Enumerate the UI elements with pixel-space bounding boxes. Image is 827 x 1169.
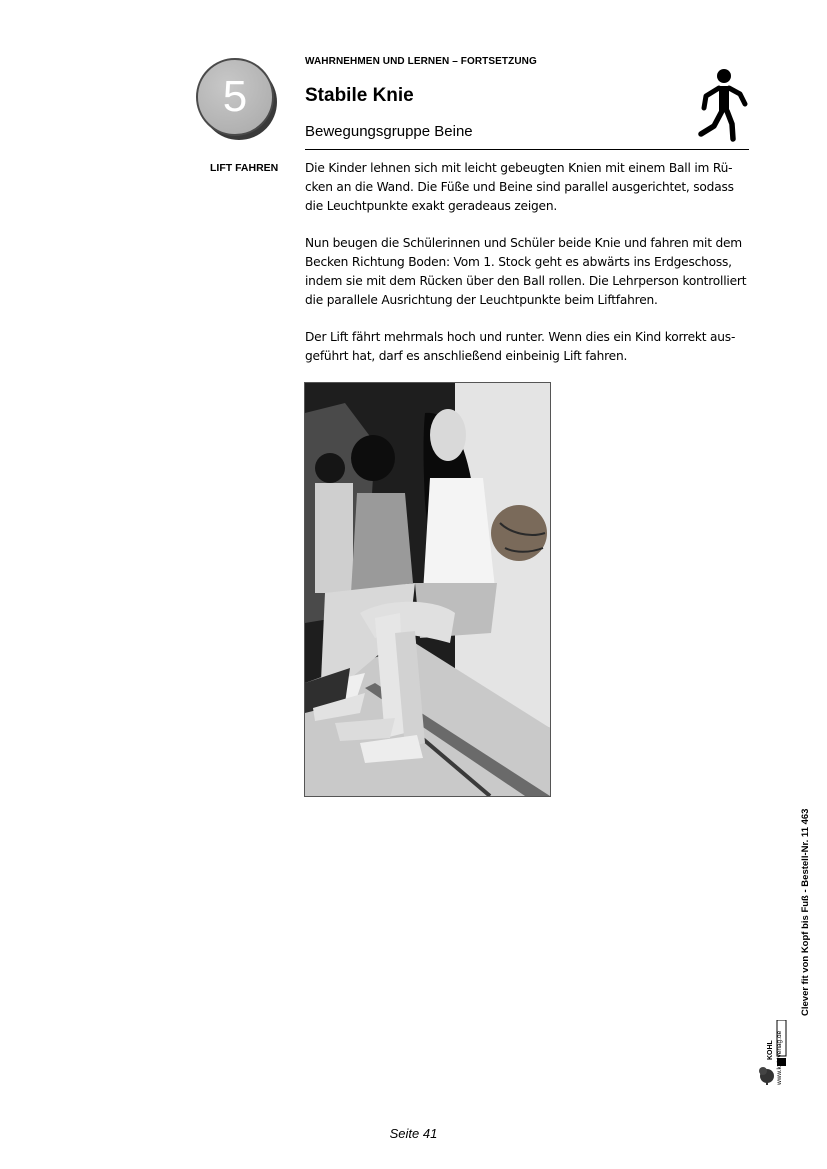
paragraph: [305, 159, 751, 215]
page-number: Seite 41: [389, 1126, 438, 1141]
instructions-text: [305, 159, 751, 385]
text-line: die Leuchtpunkte exakt geradeaus zeigen.: [305, 198, 558, 213]
photo-illustration: [305, 383, 550, 796]
header-rule: [305, 149, 749, 150]
text-line: Becken Richtung Boden: Vom 1. Stock geht es abwärts ins Erdgeschoss,: [305, 254, 732, 269]
publisher-url: www.kohlverlag.de: [776, 1030, 783, 1085]
exercise-name-label: LIFT FAHREN: [210, 162, 279, 174]
text-line: die parallele Ausrichtung der Leuchtpunkte beim Liftfahren.: [305, 292, 658, 307]
order-number-meta: Clever fit von Kopf bis Fuß - Bestell-Nr. 11 463: [800, 808, 811, 1016]
page-title: Stabile Knie: [305, 85, 414, 106]
text-line: Der Lift fährt mehrmals hoch und runter. Wenn dies ein Kind korrekt aus-: [305, 330, 736, 345]
exercise-photo: [304, 382, 551, 797]
text-line: geführt hat, darf es anschließend einbeinig Lift fahren.: [305, 348, 628, 363]
text-line: cken an die Wand. Die Füße und Beine sind parallel ausgerichtet, sodass: [305, 179, 734, 194]
page-subtitle: Bewegungsgruppe Beine: [305, 123, 473, 140]
text-line: Nun beugen die Schülerinnen und Schüler beide Knie und fahren mit dem: [305, 236, 742, 251]
chapter-number-badge: [196, 58, 278, 144]
publisher-name: KOHL: [767, 1040, 774, 1060]
chapter-number: 5: [196, 58, 274, 136]
section-kicker: WAHRNEHMEN UND LERNEN – FORTSETZUNG: [305, 56, 537, 67]
paragraph: [305, 234, 751, 309]
text-line: Die Kinder lehnen sich mit leicht gebeugten Knien mit einem Ball im Rü-: [305, 161, 733, 175]
text-line: indem sie mit dem Rücken über den Ball rollen. Die Lehrperson kontrolliert: [305, 273, 747, 288]
walking-figure-icon: [696, 66, 748, 142]
paragraph: [305, 328, 751, 366]
